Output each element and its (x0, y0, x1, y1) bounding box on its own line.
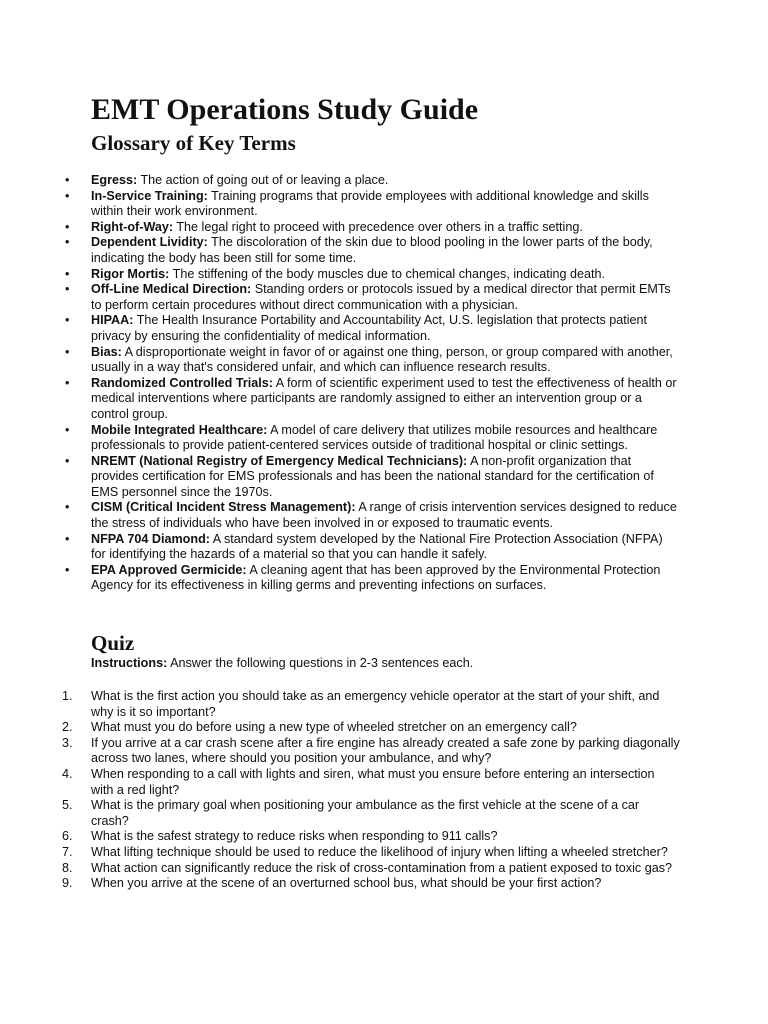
glossary-definition: The Health Insurance Portability and Accountability Act, U.S. legislation that protects patient privacy by ensuring the confidentiality of medical information. (91, 313, 648, 343)
glossary-item (62, 189, 680, 220)
glossary-term: Right-of-Way: (91, 219, 174, 234)
glossary-term: NFPA 704 Diamond: (91, 531, 210, 546)
question-number: 9. (62, 876, 73, 891)
glossary-heading: Glossary of Key Terms (91, 131, 296, 155)
quiz-question (62, 845, 680, 861)
question-number: 5. (62, 798, 73, 813)
glossary-definition: A form of scientific experiment used to test the effectiveness of health or medical interventions where participants are randomly assigned to either an intervention group or a control group. (91, 375, 677, 421)
glossary-term: Dependent Lividity: (91, 235, 208, 250)
glossary-definition: A disproportionate weight in favor of or against one thing, person, or group compared with another, usually in a way that's considered unfair, and which can influence research results. (91, 344, 673, 375)
glossary-item (62, 345, 680, 376)
glossary-item (62, 423, 680, 454)
quiz-question (62, 736, 680, 767)
quiz-question (62, 829, 680, 845)
question-number: 2. (62, 720, 73, 735)
quiz-question-list (62, 689, 680, 892)
question-text: If you arrive at a car crash scene after a fire engine has already created a safe zone by parking diagonally across two lanes, where should you position your ambulance, and why? (91, 735, 680, 766)
glossary-definition: The discoloration of the skin due to blood pooling in the lower parts of the body, indicating the body has been still for some time. (91, 235, 653, 265)
question-number: 4. (62, 766, 73, 781)
glossary-term: CISM (Critical Incident Stress Management): (91, 500, 356, 515)
glossary-definition: A model of care delivery that utilizes mobile resources and healthcare professionals to provide patient-centered services outside of traditional hospital or clinic settings. (91, 422, 658, 453)
quiz-question (62, 689, 680, 720)
glossary-term: Randomized Controlled Trials: (91, 375, 273, 390)
glossary-term: Mobile Integrated Healthcare: (91, 422, 268, 437)
question-text: When responding to a call with lights and siren, what must you ensure before entering an intersection with a red light? (91, 766, 655, 797)
quiz-instructions (91, 656, 473, 672)
glossary-term: Rigor Mortis: (91, 266, 170, 281)
glossary-term: EPA Approved Germicide: (91, 562, 247, 577)
glossary-term: Off-Line Medical Direction: (91, 282, 252, 297)
question-text: What is the primary goal when positioning your ambulance as the first vehicle at the scene of a car crash? (91, 798, 640, 828)
glossary-item (62, 313, 680, 344)
question-text: What action can significantly reduce the risk of cross-contamination from a patient exposed to toxic gas? (91, 860, 673, 875)
glossary-item (62, 532, 680, 563)
glossary-item (62, 267, 680, 283)
glossary-item (62, 376, 680, 423)
question-number: 6. (62, 829, 73, 844)
question-text: What is the safest strategy to reduce risks when responding to 911 calls? (91, 829, 498, 844)
glossary-definition: A range of crisis intervention services designed to reduce the stress of individuals who have been involved in or exposed to traumatic events. (91, 500, 677, 531)
glossary-list (62, 173, 680, 594)
glossary-term: Egress: (91, 173, 138, 187)
quiz-heading: Quiz (91, 631, 135, 655)
glossary-definition: A non-profit organization that provides certification for EMS professionals and has been the national standard for the certification of EMS personnel since the 1970s. (91, 453, 654, 499)
glossary-definition: A standard system developed by the National Fire Protection Association (NFPA) for identifying the hazards of a material so that you can handle it safely. (91, 531, 663, 562)
glossary-item (62, 173, 680, 189)
glossary-item (62, 220, 680, 236)
glossary-definition: A cleaning agent that has been approved by the Environmental Protection Agency for its effectiveness in killing germs and preventing infections on surfaces. (91, 562, 661, 593)
glossary-definition: The stiffening of the body muscles due to chemical changes, indicating death. (169, 266, 606, 281)
quiz-question (62, 720, 680, 736)
question-number: 1. (62, 689, 73, 703)
glossary-term: HIPAA: (91, 313, 134, 328)
quiz-question (62, 861, 680, 877)
quiz-question (62, 876, 680, 892)
glossary-item (62, 454, 680, 501)
quiz-question (62, 798, 680, 829)
glossary-item (62, 282, 680, 313)
question-text: When you arrive at the scene of an overturned school bus, what should be your first action? (91, 876, 602, 891)
instructions-text: Answer the following questions in 2-3 sentences each. (167, 656, 474, 670)
question-text: What lifting technique should be used to reduce the likelihood of injury when lifting a wheeled stretcher? (91, 844, 668, 859)
question-number: 7. (62, 844, 73, 859)
glossary-definition: The action of going out of or leaving a place. (137, 173, 389, 187)
quiz-question (62, 767, 680, 798)
glossary-definition: Training programs that provide employees with additional knowledge and skills within their work environment. (91, 188, 649, 219)
glossary-item (62, 235, 680, 266)
glossary-item (62, 563, 680, 594)
glossary-definition: Standing orders or protocols issued by a medical director that permit EMTs to perform certain procedures without direct communication with a physician. (91, 282, 671, 312)
glossary-item (62, 500, 680, 531)
question-text: What is the first action you should take as an emergency vehicle operator at the start of your shift, and why is it so important? (91, 689, 660, 719)
glossary-term: Bias: (91, 344, 122, 359)
question-text: What must you do before using a new type of wheeled stretcher on an emergency call? (91, 720, 577, 735)
glossary-term: NREMT (National Registry of Emergency Medical Technicians): (91, 453, 468, 468)
document-title: EMT Operations Study Guide (91, 93, 479, 126)
glossary-definition: The legal right to proceed with precedence over others in a traffic setting. (173, 219, 583, 234)
instructions-label: Instructions: (91, 656, 168, 670)
question-number: 3. (62, 735, 73, 750)
question-number: 8. (62, 860, 73, 875)
glossary-term: In-Service Training: (91, 188, 208, 203)
